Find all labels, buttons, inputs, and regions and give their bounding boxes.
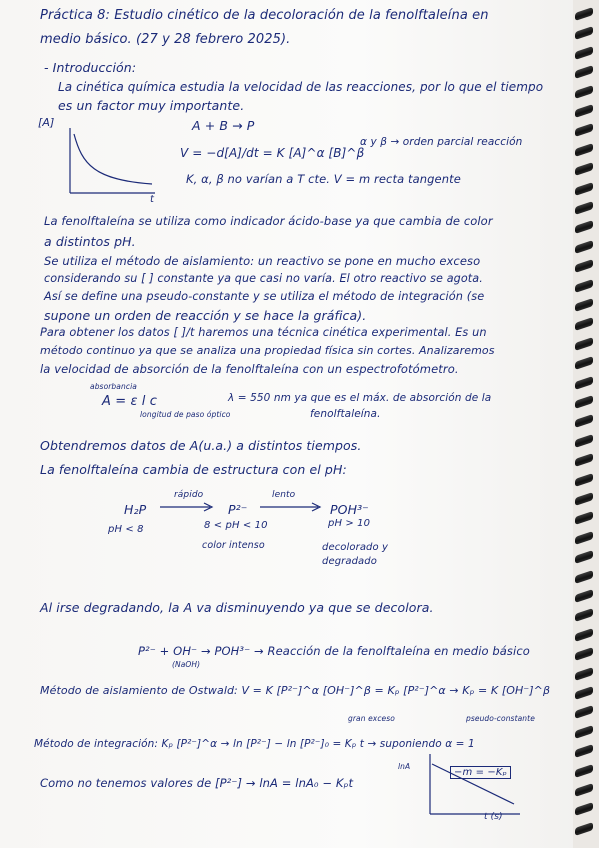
- scheme-ph-3: pH > 10: [328, 518, 371, 529]
- scheme-ph-2: 8 < pH < 10: [204, 520, 268, 531]
- ostwald-line: Método de aislamiento de Ostwald: V = K [P²⁻]^α [OH⁻]^β = Kₚ [P²⁻]^α → Kₚ = K [OH⁻]^β: [40, 684, 551, 697]
- graph2-slope: −m = −Kₚ: [450, 766, 511, 779]
- scheme-poh3: POH³⁻: [330, 502, 369, 517]
- reaction-2: P²⁻ + OH⁻ → POH³⁻ → Reacción de la fenolftaleína en medio básico: [138, 644, 530, 658]
- title-line-1: Práctica 8: Estudio cinético de la decoloración de la fenolftaleína en: [40, 8, 489, 23]
- ostwald-sub-1: gran exceso: [348, 714, 395, 723]
- p5-line: Obtendremos datos de A(u.a.) a distintos tiempos.: [40, 438, 362, 453]
- p3-line-2: considerando su [ ] constante ya que casi no varía. El otro reactivo se agota.: [44, 272, 483, 285]
- integration-line: Método de integración: Kₚ [P²⁻]^α → ln [P²⁻] − ln [P²⁻]₀ = Kₚ t → suponiendo α = 1: [34, 738, 475, 750]
- scheme-p2: P²⁻: [228, 502, 248, 517]
- p4-line-2: método continuo ya que se analiza una propiedad física sin cortes. Analizaremos: [40, 344, 495, 357]
- ostwald-sub-2: pseudo-constante: [466, 714, 535, 723]
- scheme-color: color intenso: [202, 540, 265, 551]
- p3-line-3: Así se define una pseudo-constante y se utiliza el método de integración (se: [44, 290, 485, 303]
- p3-line-4: supone un orden de reacción y se hace la gráfica).: [44, 308, 367, 323]
- scheme-h2p: H₂P: [124, 502, 147, 517]
- reaction-2-sub: (NaOH): [172, 660, 201, 669]
- reaction-equation: A + B → P: [192, 118, 255, 133]
- graph2-y-label: lnA: [398, 762, 411, 771]
- graph2-x-label: t (s): [484, 812, 503, 822]
- p3-line-1: Se utiliza el método de aislamiento: un reactivo se pone en mucho exceso: [44, 254, 481, 268]
- p6-line: La fenolftaleína cambia de estructura con el pH:: [40, 462, 347, 477]
- intro-line-1: La cinética química estudia la velocidad de las reacciones, por lo que el tiempo: [58, 80, 544, 94]
- integration-line-2: Como no tenemos valores de [P²⁻] → lnA = lnA₀ − Kₚt: [40, 776, 354, 790]
- scheme-arrow2-label: lento: [272, 490, 296, 500]
- title-line-2: medio básico. (27 y 28 febrero 2025).: [40, 32, 291, 47]
- beer-lambert-law: A = ε l c: [102, 394, 158, 409]
- graph-y-label: [A]: [38, 116, 55, 129]
- scheme-arrow-2: [258, 502, 326, 512]
- p4-line-3: la velocidad de absorción de la fenolftaleína con un espectrofotómetro.: [40, 362, 459, 376]
- scheme-arrow-1: [158, 502, 218, 512]
- scheme-ph-1: pH < 8: [108, 524, 144, 535]
- scheme-decolor-1: decolorado y: [322, 542, 389, 553]
- graph-x-label: t: [150, 194, 155, 205]
- lambda-note: λ = 550 nm ya que es el máx. de absorción de la: [228, 392, 492, 404]
- decay-graph: [60, 128, 160, 208]
- p2-line-1: La fenolftaleína se utiliza como indicador ácido-base ya que cambia de color: [44, 214, 493, 228]
- decay-curve: [74, 134, 152, 184]
- rate-law: V = −d[A]/dt = K [A]^α [B]^β: [180, 146, 365, 160]
- scheme-decolor-2: degradado: [322, 556, 377, 567]
- intro-line-2: es un factor muy importante.: [58, 98, 245, 113]
- p7-line: Al irse degradando, la A va disminuyendo ya que se decolora.: [40, 600, 434, 615]
- p2-line-2: a distintos pH.: [44, 234, 136, 249]
- scheme-arrow1-label: rápido: [174, 490, 204, 500]
- section-heading: - Introducción:: [44, 60, 137, 75]
- rate-law-note-2: K, α, β no varían a T cte. V = m recta tangente: [186, 172, 461, 186]
- p4-line-1: Para obtener los datos [ ]/t haremos una técnica cinética experimental. Es un: [40, 326, 487, 339]
- beer-label-absorbance: absorbancia: [90, 382, 137, 391]
- lnA-graph: [420, 754, 530, 820]
- rate-law-note: α y β → orden parcial reacción: [360, 136, 523, 148]
- lambda-note-2: fenolftaleína.: [310, 408, 381, 420]
- beer-label-path: longitud de paso óptico: [140, 410, 231, 419]
